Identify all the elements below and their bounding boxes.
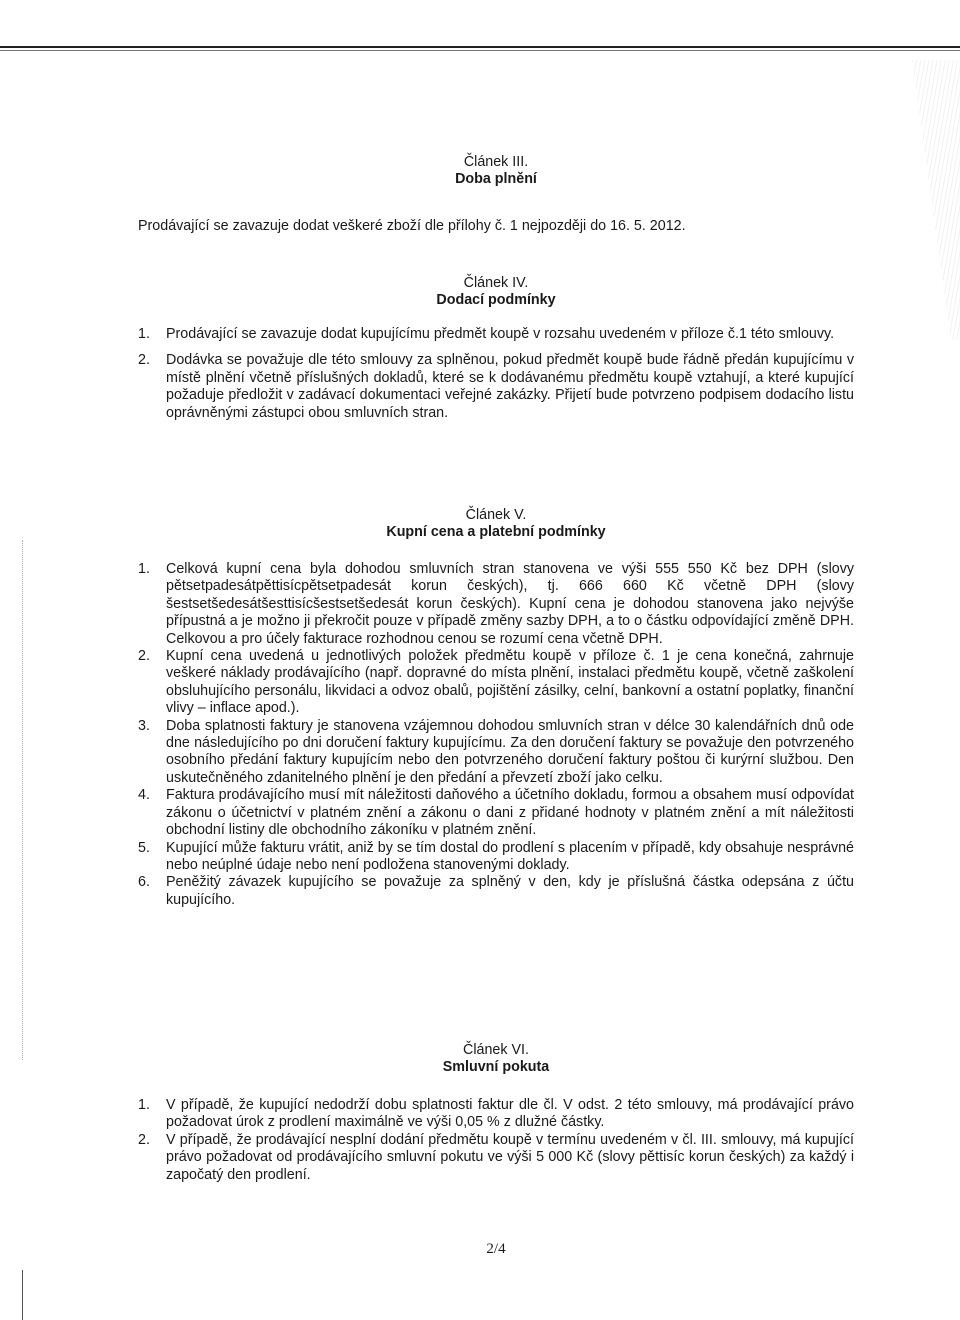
article-title: Dodací podmínky	[436, 292, 556, 309]
item-text: Kupující může fakturu vrátit, aniž by se tím dostal do prodlení s placením v případě, kdy obsahuje nesprávné nebo neúplné údaje nebo není podložena stanovenými doklady.	[166, 839, 854, 873]
list-item	[138, 1132, 854, 1184]
page-number: 2/4	[486, 1241, 506, 1257]
list-item	[138, 326, 854, 343]
list-item	[138, 787, 854, 839]
scan-margin-mark-bottom	[22, 1270, 23, 1320]
item-number: 1.	[138, 326, 150, 342]
item-number: 6.	[138, 874, 150, 891]
item-number: 5.	[138, 839, 150, 856]
article-3-heading	[138, 154, 854, 189]
article-3-paragraph: Prodávající se zavazuje dodat veškeré zboží dle přílohy č. 1 nejpozději do 16. 5. 2012.	[138, 218, 686, 234]
scan-edge-line-secondary	[0, 50, 960, 51]
article-5-heading	[138, 507, 854, 542]
list-item	[138, 561, 854, 648]
list-item	[138, 648, 854, 718]
article-title: Smluvní pokuta	[442, 1059, 550, 1076]
list-item	[138, 1097, 854, 1132]
item-text: V případě, že prodávající nesplní dodání předmětu koupě v termínu uvedeném v čl. III. smlouvy, má kupující právo požadovat od prodávajícího smluvní pokutu ve výši 5 000 Kč (slovy pěttisíc korun českých) za každý i započatý den prodlení.	[166, 1131, 854, 1183]
item-number: 2.	[138, 648, 150, 665]
item-text: Faktura prodávajícího musí mít náležitosti daňového a účetního dokladu, formou a obsahem musí odpovídat zákonu o účetnictví v platném znění a zákonu o dani z přidané hodnoty v platném znění a mít náležitosti obchodní listiny dle obchodního zákoníku v platném znění.	[166, 787, 854, 839]
item-text: Peněžitý závazek kupujícího se považuje za splněný v den, kdy je příslušná částka odepsána z účtu kupujícího.	[166, 874, 854, 908]
item-text: Dodávka se považuje dle této smlouvy za splněnou, pokud předmět koupě bude řádně předán kupujícímu v místě plnění včetně příslušných dokladů, které se k dodávanému předmětu koupě vztahují, a které kupující požaduje předložit v zadávací dokumentaci veřejné zakázky. Přijetí bude potvrzeno podpisem dodacího listu oprávněnými zástupci obou smluvních stran.	[166, 352, 854, 421]
list-item	[138, 352, 854, 422]
list-item	[138, 718, 854, 788]
article-4-list	[138, 326, 854, 422]
item-text: Prodávající se zavazuje dodat kupujícímu předmět koupě v rozsahu uvedeném v příloze č.1 této smlouvy.	[166, 326, 835, 342]
article-title: Kupní cena a platební podmínky	[386, 524, 606, 541]
scan-edge-line	[0, 46, 960, 48]
item-text: V případě, že kupující nedodrží dobu splatnosti faktur dle čl. V odst. 2 této smlouvy, má prodávající právo požadovat úrok z prodlení maximálně ve výši 0,05 % z dlužné částky.	[166, 1097, 854, 1131]
item-number: 2.	[138, 1131, 150, 1148]
article-title: Doba plnění	[455, 171, 537, 188]
item-text: Doba splatnosti faktury je stanovena vzájemnou dohodou smluvních stran v délce 30 kalendářních dnů ode dne následujícího po dni doručení faktury kupujícímu. Za den doručení faktury se považuje den potvrzeného osobního předání faktury kupujícím nebo den potvrzeného doručení faktury poštou či kurýrní službou. Den uskutečněného zdanitelného plnění je den předání a převzetí zboží jako celku.	[166, 717, 854, 786]
article-number: Článek VI.	[463, 1042, 529, 1058]
scan-margin-mark	[22, 540, 23, 1060]
item-number: 4.	[138, 787, 150, 804]
article-4-heading	[138, 275, 854, 310]
article-6-list	[138, 1097, 854, 1184]
item-number: 2.	[138, 352, 150, 369]
article-6-heading	[138, 1042, 854, 1077]
article-number: Článek III.	[463, 154, 529, 170]
article-5-list	[138, 561, 854, 909]
item-number: 3.	[138, 717, 150, 734]
article-number: Článek IV.	[463, 275, 529, 291]
scan-corner-noise	[900, 60, 960, 340]
list-item	[138, 840, 854, 875]
item-text: Celková kupní cena byla dohodou smluvních stran stanovena ve výši 555 550 Kč bez DPH (slovy pětsetpadesátpěttisícpětsetpadesát korun českých), tj. 666 660 Kč včetně DPH (slovy šestsetšedesátšesttisícšestsetšedesát korun českých). Kupní cena je dohodou stanovena jako nejvýše přípustná a je možno ji překročit pouze v případě změny sazby DPH, a to o částku odpovídající změně DPH. Celkovou a pro účely fakturace rozhodnou cenou se rozumí cena včetně DPH.	[166, 561, 854, 647]
item-number: 1.	[138, 1097, 150, 1113]
article-number: Článek V.	[465, 507, 527, 523]
item-text: Kupní cena uvedená u jednotlivých položek předmětu koupě v příloze č. 1 je cena konečná, zahrnuje veškeré náklady prodávajícího (např. dopravné do místa plnění, instalaci předmětu koupě, včetně zaškolení obsluhujícího personálu, likvidaci a odvoz obalů, pojištění zásilky, celní, bankovní a ostatní poplatky, finanční vlivy – inflace apod.).	[166, 648, 854, 717]
item-number: 1.	[138, 561, 150, 577]
list-item	[138, 874, 854, 909]
